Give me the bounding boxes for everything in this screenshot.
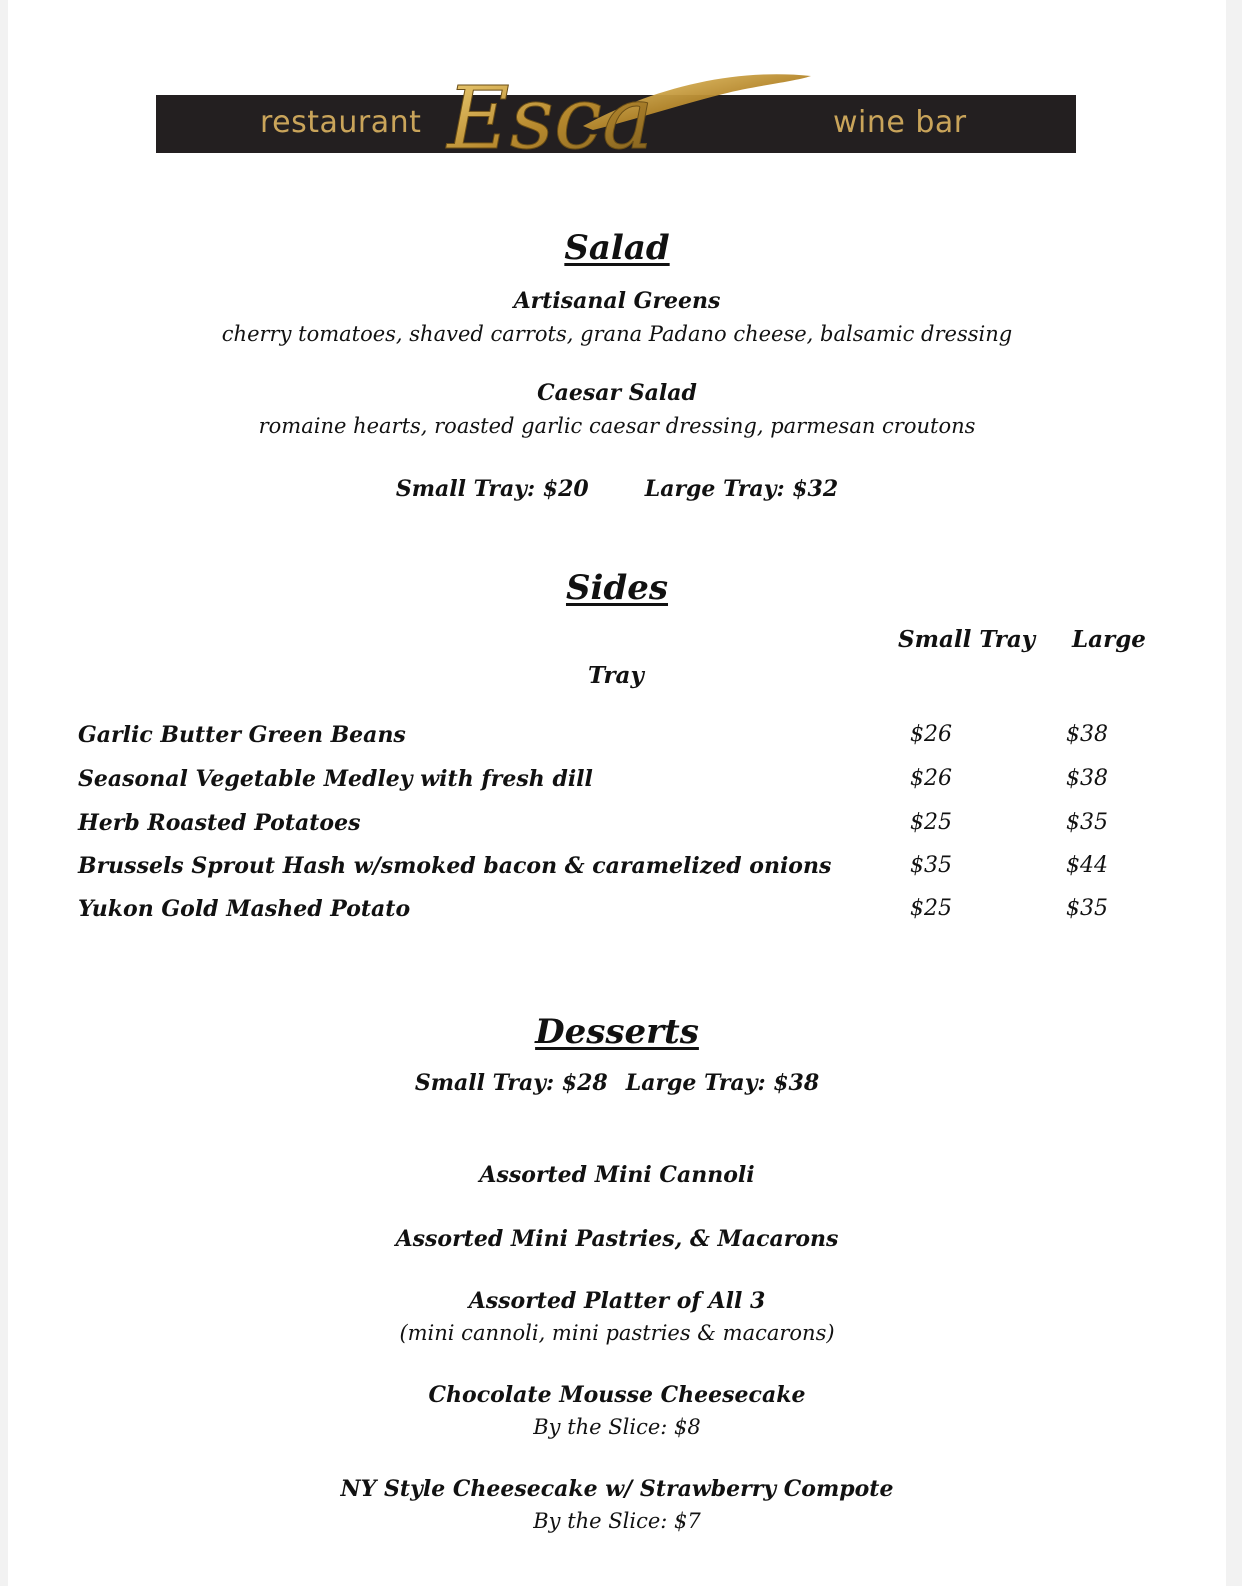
salad-title: Salad: [564, 228, 670, 268]
side-item-name: Herb Roasted Potatoes: [78, 810, 361, 836]
salad-tray-prices: [8, 476, 1226, 502]
sides-row: [8, 722, 1226, 756]
salad-item-name: Artisanal Greens: [513, 288, 721, 314]
sides-header-tray: Tray: [588, 662, 644, 689]
dessert-item-sub: By the Slice: $8: [533, 1415, 701, 1439]
dessert-item-sub: (mini cannoli, mini pastries & macarons): [399, 1321, 835, 1345]
sides-row: [8, 810, 1226, 844]
desserts-large-tray-price: Large Tray: $38: [625, 1070, 820, 1096]
logo-restaurant-text: restaurant: [260, 105, 422, 140]
side-large-price: $35: [1066, 896, 1108, 921]
sides-row: [8, 766, 1226, 800]
side-small-price: $26: [910, 766, 952, 791]
side-item-name: Garlic Butter Green Beans: [78, 722, 406, 748]
dessert-item-name: Assorted Mini Pastries, & Macarons: [395, 1226, 839, 1252]
salad-item-name: Caesar Salad: [537, 380, 697, 406]
salad-large-tray-price: Large Tray: $32: [644, 476, 839, 502]
sides-header-small-tray: Small Tray: [898, 626, 1036, 653]
logo-script-text: Esca: [447, 69, 654, 169]
sides-row: [8, 853, 1226, 887]
salad-item-desc: cherry tomatoes, shaved carrots, grana Padano cheese, balsamic dressing: [221, 322, 1013, 346]
salad-item-desc: romaine hearts, roasted garlic caesar dressing, parmesan croutons: [258, 414, 976, 438]
side-large-price: $38: [1066, 722, 1108, 747]
dessert-item-name: NY Style Cheesecake w/ Strawberry Compote: [340, 1476, 894, 1502]
side-item-name: Brussels Sprout Hash w/smoked bacon & caramelized onions: [78, 853, 832, 879]
dessert-item-sub: By the Slice: $7: [533, 1509, 701, 1533]
side-small-price: $25: [910, 896, 952, 921]
sides-row: [8, 896, 1226, 930]
esca-logo: [433, 68, 823, 183]
dessert-item-name: Assorted Mini Cannoli: [479, 1162, 755, 1188]
side-item-name: Yukon Gold Mashed Potato: [78, 896, 411, 922]
side-large-price: $44: [1066, 853, 1108, 878]
desserts-title: Desserts: [535, 1012, 699, 1052]
desserts-tray-prices: [8, 1070, 1226, 1096]
side-large-price: $38: [1066, 766, 1108, 791]
logo-wine-bar-text: wine bar: [833, 105, 967, 140]
side-small-price: $35: [910, 853, 952, 878]
dessert-item-name: Assorted Platter of All 3: [468, 1288, 766, 1314]
salad-small-tray-price: Small Tray: $20: [395, 476, 589, 502]
sides-title: Sides: [565, 568, 669, 608]
side-item-name: Seasonal Vegetable Medley with fresh dill: [78, 766, 593, 792]
sides-header-large: Large: [1072, 626, 1146, 653]
side-small-price: $26: [910, 722, 952, 747]
side-small-price: $25: [910, 810, 952, 835]
desserts-small-tray-price: Small Tray: $28: [414, 1070, 608, 1096]
dessert-item-name: Chocolate Mousse Cheesecake: [428, 1382, 806, 1408]
side-large-price: $35: [1066, 810, 1108, 835]
menu-page: [8, 0, 1226, 1586]
